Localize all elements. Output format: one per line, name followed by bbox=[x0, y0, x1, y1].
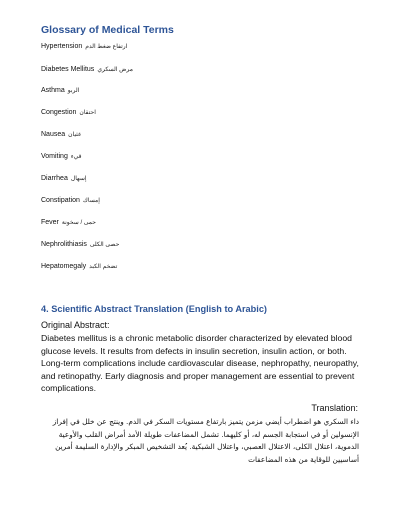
term-arabic: إمساك bbox=[82, 198, 100, 204]
glossary-item bbox=[41, 109, 96, 116]
section-heading: 4. Scientific Abstract Translation (English to Arabic) bbox=[41, 304, 267, 314]
glossary-item bbox=[41, 87, 79, 94]
term-english: Nausea bbox=[41, 131, 66, 138]
term-arabic: إسهال bbox=[70, 176, 87, 182]
term-english: Constipation bbox=[41, 197, 80, 204]
term-english: Hepatomegaly bbox=[41, 263, 87, 270]
glossary-title: Glossary of Medical Terms bbox=[41, 24, 174, 36]
glossary-item bbox=[41, 153, 82, 160]
term-arabic: غثيان bbox=[68, 132, 82, 138]
original-abstract-label: Original Abstract: bbox=[41, 320, 110, 330]
glossary-item bbox=[41, 43, 127, 50]
term-arabic: مرض السكري bbox=[97, 67, 133, 73]
term-english: Congestion bbox=[41, 109, 77, 116]
glossary-item bbox=[41, 66, 133, 73]
glossary-item bbox=[41, 131, 81, 138]
glossary-item bbox=[41, 197, 100, 204]
translation-label: Translation: bbox=[311, 403, 358, 413]
arabic-translation: داء السكري هو اضطراب أيضي مزمن يتميز بارتفاع مستويات السكر في الدم. وينتج عن خلل في إفراز الإنسولين أو في استجابة الجسم له، أو كليهما. تشمل المضاعفات طويلة الأمد أمراض القلب والأوعية الدموية، اعتلال الكلى، الاعتلال العصبي، واعتلال الشبكية. يُعد التشخيص المبكر والإدارة السليمة أمرين أساسيين للوقاية من هذه المضاعفات bbox=[52, 417, 359, 464]
term-english: Diabetes Mellitus bbox=[41, 66, 95, 73]
term-arabic: ارتفاع ضغط الدم bbox=[85, 44, 128, 50]
glossary-item bbox=[41, 263, 117, 270]
glossary-item bbox=[41, 241, 119, 248]
term-english: Fever bbox=[41, 219, 59, 226]
abstract-text: Diabetes mellitus is a chronic metabolic disorder characterized by elevated blood glucose levels. It results from defects in insulin secretion, insulin action, or both. Long-term complications include cardiovascular disease, nephropathy, neuropathy, and retinopathy. Early diagnosis and proper management are essential to prevent complications. bbox=[41, 333, 359, 394]
term-arabic: الربو bbox=[67, 88, 80, 94]
term-arabic: حصى الكلى bbox=[89, 242, 120, 248]
term-arabic: قيء bbox=[70, 154, 82, 160]
term-english: Diarrhea bbox=[41, 175, 68, 182]
term-arabic: احتقان bbox=[79, 110, 96, 116]
glossary-item bbox=[41, 175, 87, 182]
glossary-item bbox=[41, 219, 96, 226]
term-arabic: تضخم الكبد bbox=[89, 264, 118, 270]
term-arabic: حمى / سخونة bbox=[61, 220, 96, 226]
term-english: Asthma bbox=[41, 87, 65, 94]
term-english: Vomiting bbox=[41, 153, 68, 160]
term-english: Hypertension bbox=[41, 43, 83, 50]
term-english: Nephrolithiasis bbox=[41, 241, 87, 248]
